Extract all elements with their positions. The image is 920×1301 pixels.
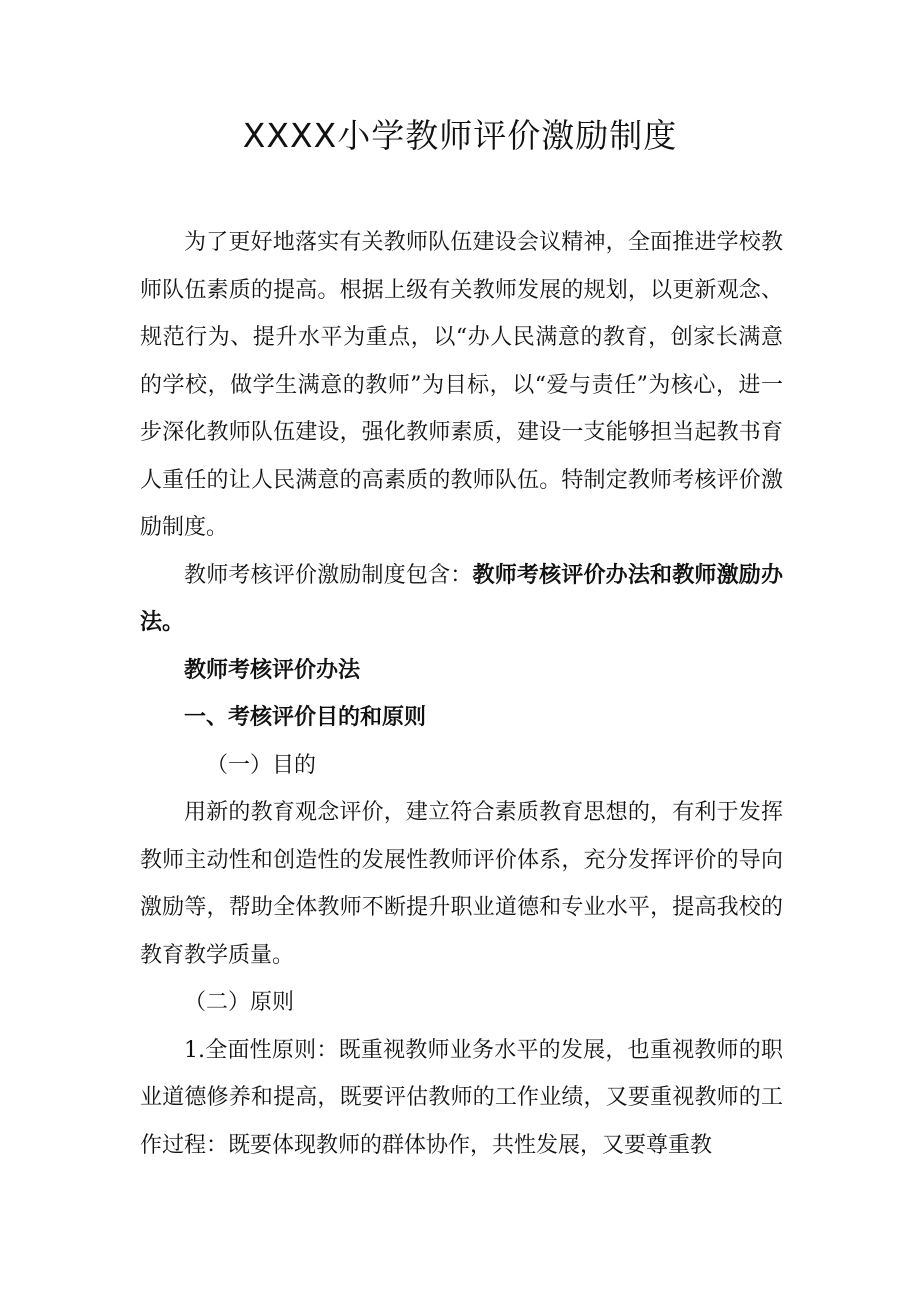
composition-lead: 教师考核评价激励制度包含： [184, 562, 473, 588]
sub-1-heading: （一）目的 [206, 752, 317, 778]
sub-1-paragraph: 用新的教育观念评价，建立符合素质教育思想的，有利于发挥教师主动性和创造性的发展性教师评价体系，充分发挥评价的导向激励等，帮助全体教师不断提升职业道德和专业水平，提高我校的教育教学质量。 [140, 800, 783, 968]
composition-bold: 教师考核评价办法和教师激励办法。 [140, 561, 783, 635]
intro-paragraph: 为了更好地落实有关教师队伍建设会议精神，全面推进学校教师队伍素质的提高。根据上级有关教师发展的规划，以更新观念、规范行为、提升水平为重点，以“办人民满意的教育，创家长满意的学校，做学生满意的教师”为目标，以“爱与责任”为核心，进一步深化教师队伍建设，强化教师素质，建设一支能够担当起教书育人重任的让人民满意的高素质的教师队伍。特制定教师考核评价激励制度。 [140, 230, 783, 540]
section-heading: 教师考核评价办法 [184, 656, 361, 683]
composition-paragraph [140, 552, 783, 647]
chapter-1-heading: 一、考核评价目的和原则 [184, 704, 427, 730]
sub-2-heading: （二）原则 [184, 990, 295, 1015]
document-body [140, 219, 783, 1169]
principle-1-paragraph: 1.全面性原则：既重视教师业务水平的发展，也重视教师的职业道德修养和提高，既要评估教师的工作业绩，又要重视教师的工作过程：既要体现教师的群体协作，共性发展，又要尊重教 [140, 1037, 783, 1158]
document-title: XXXX小学教师评价激励制度 [242, 116, 678, 155]
